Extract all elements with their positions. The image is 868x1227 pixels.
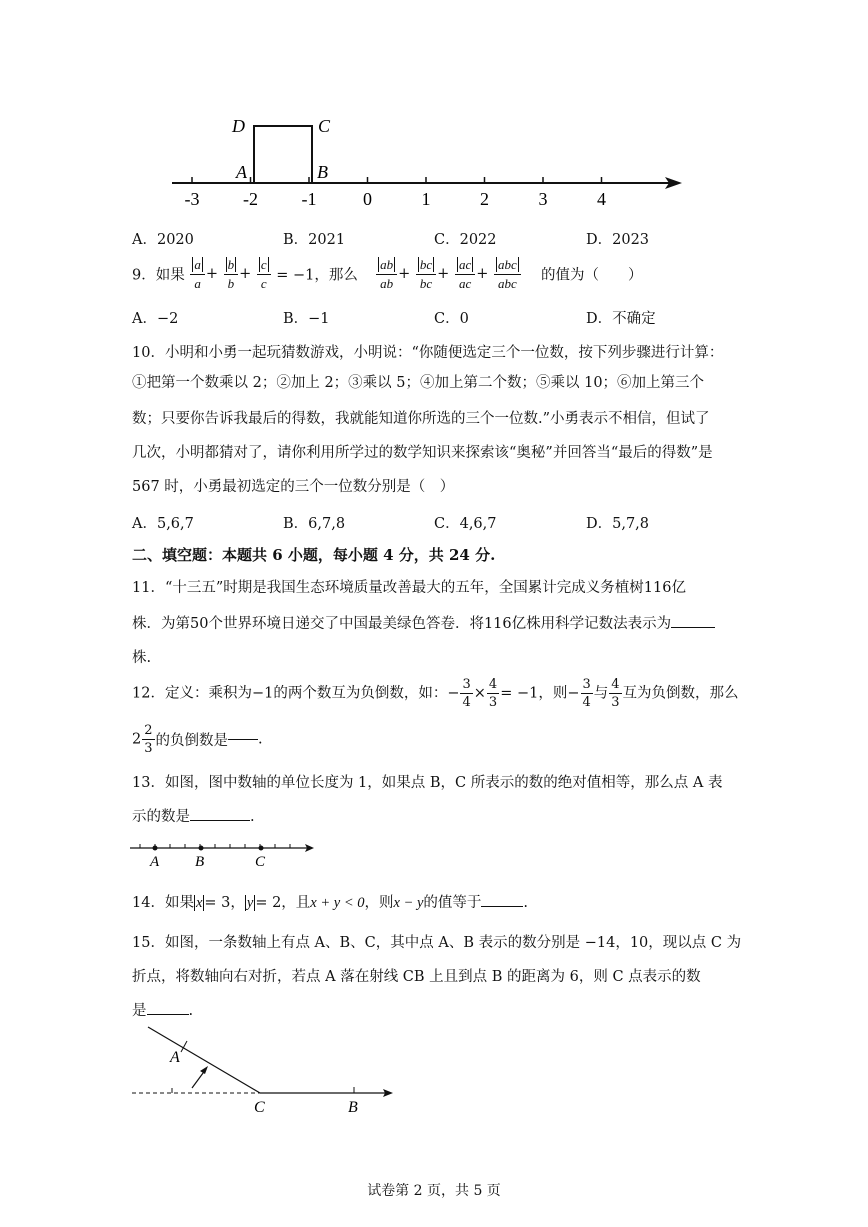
q12-line-2: 2 $\frac{2}{3}$ 的负倒数是 . xyxy=(132,723,263,756)
q13-point-a xyxy=(153,846,158,851)
q15-line-3: 是 . xyxy=(132,1003,194,1019)
q15-label-a: A xyxy=(170,1049,180,1066)
q9-frac-ac: $\frac{ac}{ac}$ xyxy=(455,258,475,290)
q10-line-1: 10．小明和小勇一起玩猜数游戏，小明说：“你随便选定三个一位数，按下列步骤进行计算： xyxy=(132,345,724,361)
q9-frac-c: $\frac{c}{c}$ xyxy=(257,258,271,290)
q10-option-a: A．5,6,7 xyxy=(132,516,194,532)
q13-number-line xyxy=(128,838,318,870)
q8-option-c: C．2022 xyxy=(434,232,497,248)
q14-answer-blank[interactable] xyxy=(481,906,523,907)
q13-label-b: B xyxy=(195,854,205,870)
q15-folded-number-line xyxy=(128,1024,400,1116)
q9-frac-ab: $\frac{ab}{ab}$ xyxy=(376,258,397,290)
q12-frac-3-4: $\frac{3}{4}$ xyxy=(462,677,471,710)
q10-option-c: C．4,6,7 xyxy=(434,516,497,532)
q15-label-c: C xyxy=(254,1099,265,1116)
section-2-heading: 二、填空题：本题共 6 小题，每小题 4 分，共 24 分. xyxy=(132,546,496,564)
q9-option-b: B．−1 xyxy=(283,311,330,327)
q10-line-4: 几次，小明都猜对了，请你利用所学过的数学知识来探索该“奥秘”并回答当“最后的得数”是 xyxy=(132,445,713,461)
q10-line-5: 567 时，小勇最初选定的三个一位数分别是（ ） xyxy=(132,479,455,495)
label-B: B xyxy=(317,162,328,182)
q15-line-2: 折点，将数轴向右对折，若点 A 落在射线 CB 上且到点 B 的距离为 6，则 C 点表示的数 xyxy=(132,969,701,985)
q8-option-d: D．2023 xyxy=(586,232,650,248)
q15-label-b: B xyxy=(348,1099,358,1116)
tick-label: 1 xyxy=(421,189,431,209)
q13-line-1: 13．如图，图中数轴的单位长度为 1，如果点 B，C 所表示的数的绝对值相等，那么点 A 表 xyxy=(132,775,723,791)
q8-option-a: A．2020 xyxy=(132,232,194,248)
q9-frac-abc: $\frac{\text{abc}}{\text{abc}}$ xyxy=(494,258,521,290)
q11-answer-blank[interactable] xyxy=(671,627,715,628)
q11-line-1: 11．“十三五”时期是我国生态环境质量改善最大的五年，全国累计完成义务植树116亿 xyxy=(132,580,686,596)
q15-answer-blank[interactable] xyxy=(147,1014,189,1015)
q15-line-1: 15．如图，一条数轴上有点 A、B、C，其中点 A、B 表示的数分别是 −14，10，现以点 C 为 xyxy=(132,935,742,951)
tick-label: -2 xyxy=(243,189,258,209)
q11-line-3: 株. xyxy=(132,650,152,666)
tick-label: 2 xyxy=(480,189,489,209)
q10-option-b: B．6,7,8 xyxy=(283,516,346,532)
q13-answer-blank[interactable] xyxy=(190,820,250,821)
q10-line-3: 数；只要你告诉我最后的得数，我就能知道你所选的三个一位数.”小勇表示不相信，但试了 xyxy=(132,411,710,427)
page-footer: 试卷第 2 页，共 5 页 xyxy=(367,1183,501,1199)
q9-prefix: 9．如果 xyxy=(132,267,185,284)
q9-question: 9．如果 $\frac{a}{a}$ + $\frac{b}{b}$ + $\frac{c}{c}$ = −1，那么 $\frac{ab}{ab}$ + $\frac{bc}{bc}$ + $\frac{ac}{ac}$ + $\frac{\text{abc}}{\text{abc}}$ 的值为（ ） xyxy=(132,257,643,291)
label-D: D xyxy=(232,116,245,136)
q9-frac-bc: $\frac{bc}{bc}$ xyxy=(416,258,436,290)
q10-line-2: ①把第一个数乘以 2；②加上 2；③乘以 5；④加上第二个数；⑤乘以 10；⑥加上第三个 xyxy=(132,375,705,391)
q9-option-a: A．−2 xyxy=(132,311,179,327)
q13-point-b xyxy=(199,846,204,851)
tick-label: 4 xyxy=(597,189,606,209)
q13-label-a: A xyxy=(150,854,160,870)
square-ABCD xyxy=(254,126,312,183)
q13-line-2: 示的数是 . xyxy=(132,809,255,825)
q12-answer-blank[interactable] xyxy=(228,739,258,740)
q12-frac-3-4-b: $\frac{3}{4}$ xyxy=(582,677,591,710)
q14-line: 14．如果 x = 3， y = 2，且x + y < 0，则x − y的值等于 . xyxy=(132,895,529,911)
tick-label: -1 xyxy=(301,189,317,209)
q13-label-c: C xyxy=(255,854,266,870)
tick-label: 0 xyxy=(363,189,372,209)
label-A: A xyxy=(236,162,247,182)
q9-frac-a: $\frac{a}{a}$ xyxy=(190,258,205,290)
q9-frac-b: $\frac{b}{b}$ xyxy=(224,258,239,290)
q11-line-2: 株．为第50个世界环境日递交了中国最美绿色答卷．将116亿株用科学记数法表示为 xyxy=(132,614,715,634)
q9-eq-rhs: = −1，那么 xyxy=(276,267,358,284)
q9-option-c: C．0 xyxy=(434,311,469,327)
q13-point-c xyxy=(259,846,264,851)
q12-frac-4-3-b: $\frac{4}{3}$ xyxy=(611,677,620,710)
tick-label: 3 xyxy=(538,189,548,209)
q12-mixed-frac: $\frac{2}{3}$ xyxy=(144,723,153,756)
tick-label: -3 xyxy=(184,189,200,209)
q12-frac-4-3: $\frac{4}{3}$ xyxy=(488,677,498,710)
q12-line-1: 12．定义：乘积为−1的两个数互为负倒数，如：− $\frac{3}{4}$ × $\frac{4}{3}$ = −1，则− $\frac{3}{4}$ 与 $\frac{4}{3}$ 互为负倒数，那么 xyxy=(132,677,739,710)
q10-option-d: D．5,7,8 xyxy=(586,516,650,532)
number-line-square-figure xyxy=(160,108,690,213)
q9-option-d: D．不确定 xyxy=(586,311,656,327)
q9-suffix: 的值为（ ） xyxy=(540,267,643,284)
q8-option-b: B．2021 xyxy=(283,232,346,248)
q15-folded-segment xyxy=(148,1027,260,1093)
label-C: C xyxy=(318,116,331,136)
